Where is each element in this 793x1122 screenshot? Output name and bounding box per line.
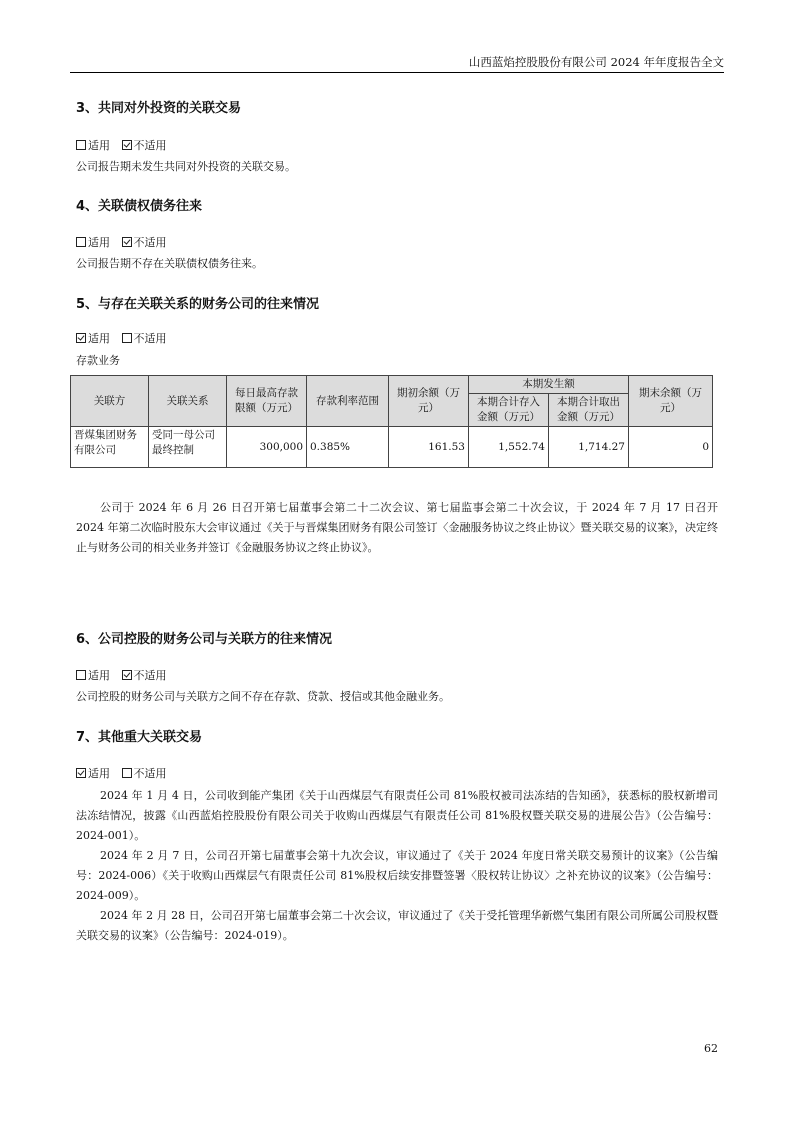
section-5-subtitle: 存款业务 bbox=[76, 354, 120, 367]
col-header-party: 关联方 bbox=[71, 376, 149, 427]
not-applicable-label: 不适用 bbox=[133, 767, 167, 780]
applicable-label: 适用 bbox=[88, 767, 110, 780]
col-header-deposit: 本期合计存入金额（万元） bbox=[469, 394, 549, 427]
not-applicable-label: 不适用 bbox=[133, 236, 167, 249]
col-header-relation: 关联关系 bbox=[149, 376, 227, 427]
paragraph-2: 2024 年 2 月 7 日，公司召开第七届董事会第十九次会议，审议通过了《关于 2024 年度日常关联交易预计的议案》（公告编号：2024-006）《关于收购山西煤层气有限责任公司 81%股权后续安排暨签署〈股权转让协议〉之补充协议的议案》（公告编号：2024-009）。 bbox=[76, 849, 718, 902]
cell-deposit: 1,552.74 bbox=[469, 427, 549, 468]
cell-closing: 0 bbox=[629, 427, 713, 468]
applicable-checkbox-checked bbox=[76, 333, 86, 343]
cell-daily-limit: 300,000 bbox=[227, 427, 307, 468]
section-4-applicability bbox=[76, 234, 167, 250]
not-applicable-checkbox bbox=[122, 768, 132, 778]
section-7-heading: 7、其他重大关联交易 bbox=[76, 730, 203, 745]
not-applicable-checkbox-checked bbox=[122, 140, 132, 150]
applicable-label: 适用 bbox=[88, 236, 110, 249]
section-5-heading: 5、与存在关联关系的财务公司的往来情况 bbox=[76, 297, 320, 312]
deposit-business-table bbox=[70, 375, 713, 468]
section-7-body bbox=[76, 786, 718, 946]
section-7-applicability bbox=[76, 765, 167, 781]
applicable-checkbox bbox=[76, 237, 86, 247]
col-header-daily-limit: 每日最高存款限额（万元） bbox=[227, 376, 307, 427]
not-applicable-checkbox-checked bbox=[122, 237, 132, 247]
section-4-heading: 4、关联债权债务往来 bbox=[76, 199, 203, 214]
not-applicable-checkbox bbox=[122, 333, 132, 343]
not-applicable-label: 不适用 bbox=[133, 139, 167, 152]
note-paragraph: 公司于 2024 年 6 月 26 日召开第七届董事会第二十二次会议、第七届监事会第二十次会议，于 2024 年 7 月 17 日召开 2024 年第二次临时股东大会审议通过《关于与晋煤集团财务有限公司签订〈金融服务协议之终止协议〉暨关联交易的议案》，决定终止与财务公司的相关业务并签订《金融服务协议之终止协议》。 bbox=[76, 501, 718, 554]
section-3-heading: 3、共同对外投资的关联交易 bbox=[76, 101, 242, 116]
col-header-opening-balance: 期初余额（万元） bbox=[389, 376, 469, 427]
table-row bbox=[71, 427, 713, 468]
cell-relation: 受同一母公司最终控制 bbox=[149, 427, 227, 468]
cell-opening: 161.53 bbox=[389, 427, 469, 468]
section-5-note bbox=[76, 498, 718, 558]
not-applicable-label: 不适用 bbox=[133, 332, 167, 345]
applicable-label: 适用 bbox=[88, 139, 110, 152]
applicable-checkbox bbox=[76, 140, 86, 150]
page-header bbox=[70, 50, 724, 73]
not-applicable-checkbox-checked bbox=[122, 670, 132, 680]
cell-rate-range: 0.385% bbox=[307, 427, 389, 468]
header-title: 山西蓝焰控股股份有限公司 2024 年年度报告全文 bbox=[468, 55, 724, 69]
section-4-text: 公司报告期不存在关联债权债务往来。 bbox=[76, 257, 263, 270]
cell-party: 晋煤集团财务有限公司 bbox=[71, 427, 149, 468]
paragraph-3: 2024 年 2 月 28 日，公司召开第七届董事会第二十次会议，审议通过了《关于受托管理华新燃气集团有限公司所属公司股权暨关联交易的议案》（公告编号：2024-019）。 bbox=[76, 909, 718, 942]
applicable-label: 适用 bbox=[88, 332, 110, 345]
section-6-text: 公司控股的财务公司与关联方之间不存在存款、贷款、授信或其他金融业务。 bbox=[76, 690, 450, 703]
col-header-closing-balance: 期末余额（万元） bbox=[629, 376, 713, 427]
col-header-rate-range: 存款利率范围 bbox=[307, 376, 389, 427]
cell-withdraw: 1,714.27 bbox=[549, 427, 629, 468]
page-number: 62 bbox=[704, 1042, 718, 1055]
not-applicable-label: 不适用 bbox=[133, 669, 167, 682]
col-header-period-group: 本期发生额 bbox=[469, 376, 629, 394]
applicable-checkbox bbox=[76, 670, 86, 680]
section-6-heading: 6、公司控股的财务公司与关联方的往来情况 bbox=[76, 632, 333, 647]
section-3-applicability bbox=[76, 137, 167, 153]
section-3-text: 公司报告期未发生共同对外投资的关联交易。 bbox=[76, 160, 296, 173]
applicable-label: 适用 bbox=[88, 669, 110, 682]
paragraph-1: 2024 年 1 月 4 日，公司收到能产集团《关于山西煤层气有限责任公司 81%股权被司法冻结的告知函》，获悉标的股权新增司法冻结情况，披露《山西蓝焰控股股份有限公司关于收购山西煤层气有限责任公司 81%股权暨关联交易的进展公告》（公告编号：2024-001）。 bbox=[76, 789, 718, 842]
col-header-withdraw: 本期合计取出金额（万元） bbox=[549, 394, 629, 427]
section-6-applicability bbox=[76, 667, 167, 683]
section-5-applicability bbox=[76, 330, 167, 346]
applicable-checkbox-checked bbox=[76, 768, 86, 778]
